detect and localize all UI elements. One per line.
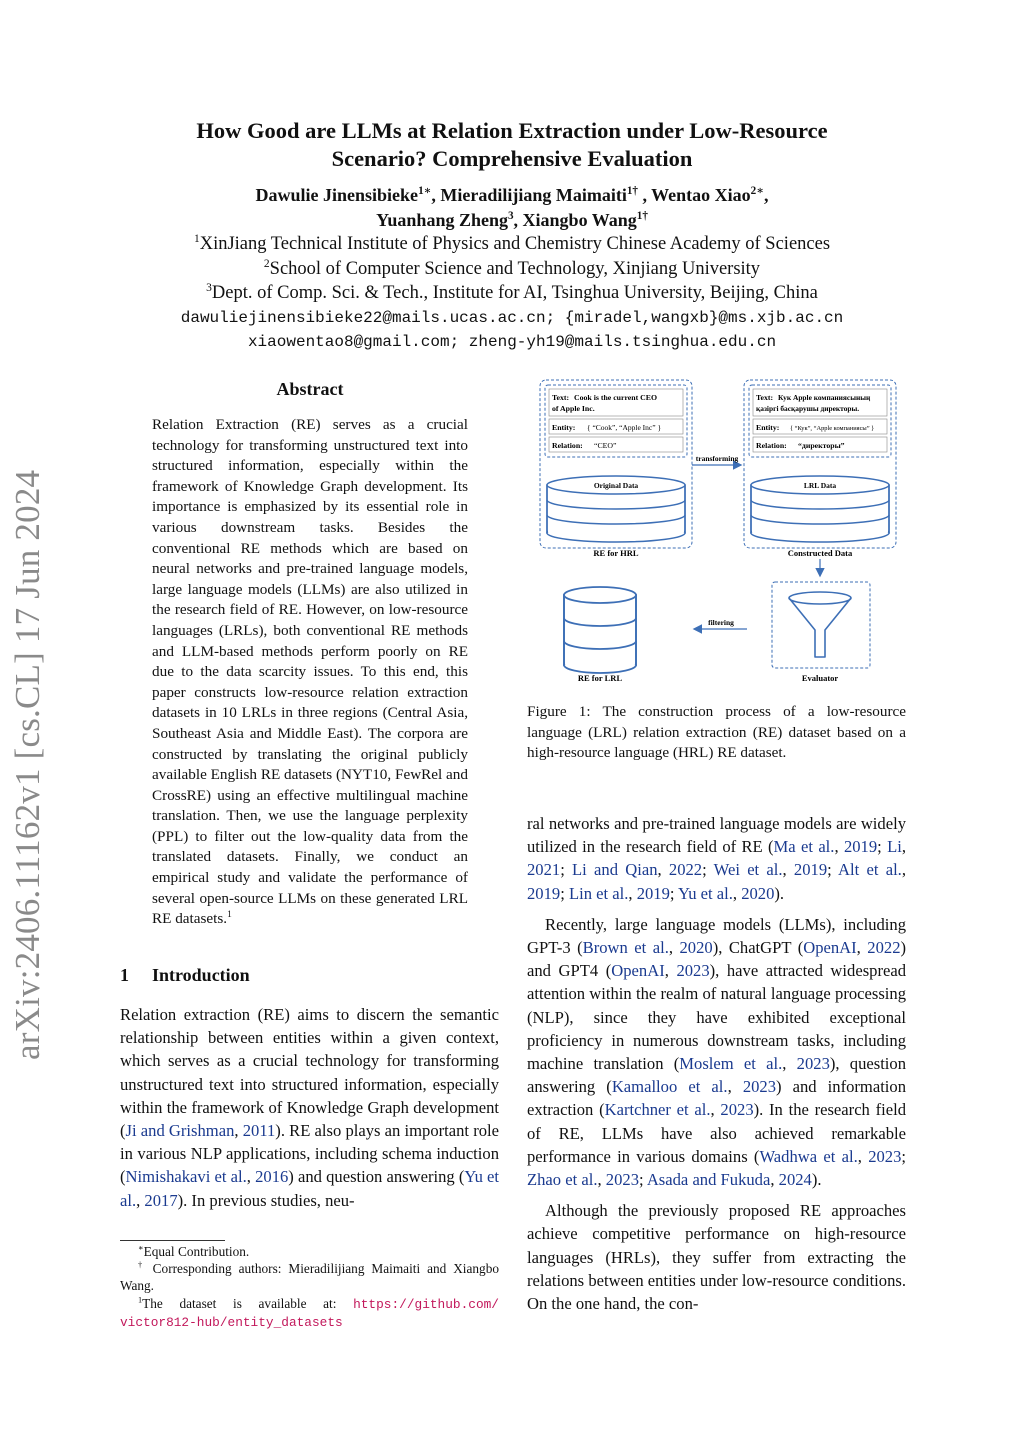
footnote-rule bbox=[120, 1240, 225, 1241]
citation-link[interactable]: Alt et al. bbox=[838, 860, 902, 880]
abstract-text: Relation Extraction (RE) serves as a crucial technology for transforming unstructured text into structured information, especially within the framework of Knowledge Graph development. Its importance is emphasized by its essential role in various downstream tasks. Besides the conventional RE methods which are based on neural networks and pre-trained language models, large language models (LLMs) are also utilized in the research field of RE. However, on low-resource languages (LRLs), both conventional RE methods and LLM-based methods perform poorly on RE due to the data scarcity issues. To this end, this paper constructs low-resource relation extraction datasets in 10 LRLs in three regions (Central Asia, Southeast Asia and Middle East). The corpora are constructed by translating the original publicly available English RE datasets (NYT10, FewRel and CrossRE) using an effective multilingual machine translation. Then, we use the language perplexity (PPL) to filter out the low-quality data from the translated datasets. Finally, we conduct an empirical study and validate the performance of several open-source LLMs on these generated LRL RE datasets. bbox=[152, 416, 468, 928]
citation-link[interactable]: 2023 bbox=[676, 961, 710, 981]
citation-link[interactable]: Nimishakavi et al. bbox=[125, 1167, 247, 1187]
affiliation-mark: 3 bbox=[206, 281, 212, 294]
citation-link[interactable]: 2019 bbox=[843, 837, 878, 857]
citation-link[interactable]: Wei et al. bbox=[713, 860, 783, 880]
author-separator: , bbox=[763, 185, 769, 205]
paragraph-1: ral networks and pre-trained language models are widely utilized in the research field of RE (Ma et al., 2019; Li, 2021; Li and Qian, 2022; Wei et al., 2019; Alt et al., 2019; Lin et al., 2019; Yu et al., 2020). bbox=[527, 814, 906, 903]
citation-link[interactable]: OpenAI bbox=[611, 961, 665, 981]
hrl-text-label: Text: bbox=[552, 393, 570, 402]
affiliation-text: Dept. of Comp. Sci. & Tech., Institute for AI, Tsinghua University, Beijing, China bbox=[211, 283, 818, 303]
text: ral networks and pre-trained language models are widely utilized in the research field of RE ( bbox=[527, 814, 906, 857]
title-line-2: Scenario? Comprehensive Evaluation bbox=[331, 146, 693, 171]
text: ) and information extraction ( bbox=[527, 1077, 907, 1120]
hrl-text-value: Cook is the current CEO bbox=[574, 393, 658, 402]
citation-link[interactable]: Wadhwa et al. bbox=[759, 1146, 858, 1166]
author-mark: 3 bbox=[507, 210, 514, 222]
figure-1 bbox=[527, 375, 907, 690]
citation-link[interactable]: OpenAI bbox=[803, 938, 857, 958]
citation-link[interactable]: Brown et al. bbox=[582, 938, 669, 958]
citation-link[interactable]: 2011 bbox=[242, 1121, 276, 1141]
text: ) and GPT4 ( bbox=[527, 938, 907, 981]
filtering-label: filtering bbox=[708, 618, 734, 627]
lrl-text-value-2: қазіргі басқарушы директоры. bbox=[756, 404, 860, 413]
text: ), question answering ( bbox=[527, 1054, 907, 1097]
text: ). In the research field of RE, LLMs have also achieved remarkable performance in various domains ( bbox=[527, 1100, 906, 1166]
author-name: , Wentao Xiao bbox=[637, 185, 751, 205]
section-title: Introduction bbox=[152, 965, 250, 985]
hrl-entity-label: Entity: bbox=[552, 423, 576, 432]
citation-link[interactable]: Yu et al. bbox=[678, 883, 733, 903]
paragraph-2: Recently, large language models (LLMs), including GPT-3 (Brown et al., 2020), ChatGPT (OpenAI, 2022) and GPT4 (OpenAI, 2023), have attracted widespread attention within the realm of natural language processing (NLP), since they have exhibited exceptional proficiency in numerous downstream tasks, including machine translation (Moslem et al., 2023), question answering (Kamalloo et al., 2023) and information extraction (Kartchner et al., 2023). In the research field of RE, LLMs have also achieved remarkable performance in various domains (Wadhwa et al., 2023; Zhao et al., 2023; Asada and Fukuda, 2024). bbox=[527, 914, 907, 1190]
lrl-text-value: Кук Apple компаниясының bbox=[778, 393, 871, 402]
citation-link[interactable]: Yu et al. bbox=[120, 1167, 500, 1210]
lrl-entity-label: Entity: bbox=[756, 423, 780, 432]
citation-link[interactable]: Asada and Fukuda bbox=[646, 1170, 771, 1190]
text: ), have attracted widespread attention within the realm of natural language processing (NLP), since they have exhibited exceptional proficiency in numerous downstream tasks, including machine translation ( bbox=[527, 961, 906, 1074]
footnotes bbox=[120, 1243, 499, 1331]
footnote-equal bbox=[120, 1243, 499, 1260]
citation-link[interactable]: 2019 bbox=[527, 883, 561, 903]
text: Recently, large language models (LLMs), including GPT-3 ( bbox=[527, 914, 906, 958]
citation-link[interactable]: Kamalloo et al. bbox=[611, 1077, 728, 1097]
email-line-1: dawuliejinensibieke22@mails.ucas.ac.cn; {miradel,wangxb}@ms.xjb.ac.cn bbox=[180, 309, 844, 327]
citation-link[interactable]: Moslem et al. bbox=[679, 1054, 783, 1074]
author-mark: 1∗ bbox=[418, 185, 432, 197]
affiliation-text: XinJiang Technical Institute of Physics and Chemistry Chinese Academy of Sciences bbox=[199, 234, 831, 254]
citation-link[interactable]: Ji and Grishman bbox=[125, 1121, 235, 1141]
footnote-text: The dataset is available at: bbox=[142, 1295, 354, 1311]
citation-link[interactable]: 2022 bbox=[668, 860, 703, 880]
author-mark: 1† bbox=[636, 210, 648, 222]
abstract-heading: Abstract bbox=[276, 379, 344, 399]
author-emails bbox=[112, 306, 912, 354]
affiliation-3 bbox=[112, 281, 912, 306]
right-column-text bbox=[527, 812, 906, 1315]
citation-link[interactable]: Lin et al. bbox=[568, 883, 629, 903]
original-data-label: Original Data bbox=[593, 481, 639, 490]
citation-link[interactable]: 2023 bbox=[720, 1100, 754, 1120]
figure-caption: Figure 1: The construction process of a low-resource language (LRL) relation extraction (RE) dataset based on a high-resource language (HRL) RE dataset. bbox=[527, 703, 906, 762]
author-name: Dawulie Jinensibieke bbox=[255, 185, 419, 205]
citation-link[interactable]: 2020 bbox=[741, 883, 775, 903]
footnote-mark: 1 bbox=[138, 1295, 143, 1305]
text: , bbox=[136, 1190, 145, 1210]
dataset-link[interactable]: victor812-hub/entity_datasets bbox=[120, 1314, 343, 1330]
lrl-text-label: Text: bbox=[756, 393, 774, 402]
text: ) and question answering ( bbox=[288, 1167, 465, 1187]
lrl-relation-value: “директоры” bbox=[798, 441, 845, 450]
author-mark: 1† bbox=[626, 185, 638, 197]
footnote-text: Equal Contribution. bbox=[143, 1244, 250, 1259]
hrl-text-value-2: of Apple Inc. bbox=[552, 404, 595, 413]
footnote-text: Corresponding authors: Mieradilijiang Maimaiti and Xiangbo Wang. bbox=[120, 1261, 499, 1294]
section-heading bbox=[120, 965, 250, 986]
re-for-hrl-label: RE for HRL bbox=[593, 548, 639, 558]
text: ). In previous studies, neu- bbox=[177, 1190, 355, 1210]
title-line-1: How Good are LLMs at Relation Extraction under Low-Resource bbox=[196, 118, 828, 143]
abstract-body bbox=[152, 415, 468, 930]
text: , bbox=[234, 1121, 243, 1141]
citation-link[interactable]: 2017 bbox=[144, 1190, 178, 1210]
paragraph-3: Although the previously proposed RE approaches achieve competitive performance on high-resource languages (HRLs), they suffer from extracting the relations between entities under low-resource conditions. On the one hand, the con- bbox=[527, 1201, 906, 1314]
footnote-mark: 1 bbox=[227, 910, 232, 921]
text: ). RE also plays an important role in various NLP applications, including schema induction ( bbox=[120, 1121, 499, 1187]
lrl-data-label: LRL Data bbox=[803, 481, 837, 490]
citation-link[interactable]: 2023 bbox=[742, 1077, 776, 1097]
intro-paragraph bbox=[120, 1003, 499, 1212]
re-for-lrl-label: RE for LRL bbox=[577, 673, 623, 683]
citation-link[interactable]: Ma et al. bbox=[773, 837, 835, 857]
author-name: , Mieradilijiang Maimaiti bbox=[431, 185, 627, 205]
dataset-link[interactable]: https://github.com/ bbox=[353, 1296, 499, 1312]
footnote-mark: ∗ bbox=[138, 1243, 144, 1253]
citation-link[interactable]: 2019 bbox=[636, 883, 670, 903]
constructed-data-label: Constructed Data bbox=[787, 548, 853, 558]
author-name: , Xiangbo Wang bbox=[513, 210, 637, 230]
text: Relation extraction (RE) aims to discern the semantic relationship between entities within a given context, which serves as a crucial technology for transforming unstructured text into structured information, especially within the framework of Knowledge Graph development ( bbox=[120, 1005, 499, 1141]
lrl-entity-value: { “Кук”, “Apple компаниясы” } bbox=[790, 425, 875, 432]
author-list bbox=[112, 183, 912, 233]
text: , bbox=[246, 1167, 256, 1187]
lrl-relation-label: Relation: bbox=[756, 441, 787, 450]
paper-title bbox=[112, 117, 912, 173]
citation-link[interactable]: 2022 bbox=[867, 938, 901, 958]
email-line-2: xiaowentao8@gmail.com; zheng-yh19@mails.tsinghua.edu.cn bbox=[247, 333, 777, 351]
citation-link[interactable]: 2021 bbox=[527, 860, 561, 880]
affiliations bbox=[112, 232, 912, 306]
citation-link[interactable]: Li bbox=[887, 837, 902, 857]
hrl-entity-value: { “Cook”, “Apple Inc” } bbox=[587, 423, 662, 432]
affiliation-mark: 1 bbox=[193, 232, 200, 245]
footnote-dataset bbox=[120, 1295, 499, 1313]
text: ), ChatGPT ( bbox=[712, 938, 804, 958]
hrl-relation-label: Relation: bbox=[552, 441, 583, 450]
citation-link[interactable]: 2020 bbox=[679, 938, 713, 958]
citation-link[interactable]: 2024 bbox=[778, 1170, 812, 1190]
citation-link[interactable]: 2023 bbox=[868, 1146, 902, 1166]
footnote-mark: † bbox=[138, 1260, 146, 1270]
citation-link[interactable]: 2019 bbox=[793, 860, 828, 880]
arxiv-identifier: arXiv:2406.11162v1 [cs.CL] 17 Jun 2024 bbox=[8, 469, 47, 1060]
evaluator-label: Evaluator bbox=[801, 673, 839, 683]
citation-link[interactable]: 2016 bbox=[255, 1167, 289, 1187]
re-for-lrl-database-icon bbox=[564, 587, 636, 673]
author-mark: 2∗ bbox=[750, 185, 764, 197]
citation-link[interactable]: Li and Qian bbox=[572, 860, 658, 880]
section-number: 1 bbox=[120, 965, 129, 985]
footnote-corresponding bbox=[120, 1260, 499, 1294]
citation-link[interactable]: Zhao et al. bbox=[527, 1170, 598, 1190]
citation-link[interactable]: 2023 bbox=[796, 1054, 830, 1074]
transforming-label: transforming bbox=[695, 454, 739, 463]
author-name: Yuanhang Zheng bbox=[376, 210, 508, 230]
affiliation-mark: 2 bbox=[263, 257, 270, 270]
affiliation-1 bbox=[112, 232, 912, 257]
citation-link[interactable]: Kartchner et al. bbox=[604, 1100, 711, 1120]
hrl-relation-value: “CEO” bbox=[594, 441, 617, 450]
affiliation-text: School of Computer Science and Technology, Xinjiang University bbox=[269, 258, 761, 279]
footnote-dataset-cont bbox=[120, 1313, 499, 1331]
citation-link[interactable]: 2023 bbox=[605, 1170, 639, 1190]
affiliation-2 bbox=[112, 257, 912, 282]
funnel-icon bbox=[789, 592, 851, 657]
